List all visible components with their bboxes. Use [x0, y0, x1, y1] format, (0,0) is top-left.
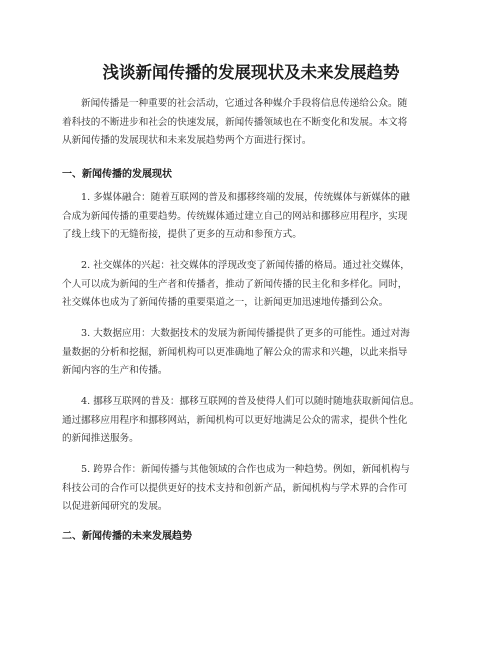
- intro-paragraph: [62, 95, 440, 151]
- list-item-line: 通过挪移应用程序和挪移网站，新闻机构可以更好地满足公众的需求，提供个性化: [62, 414, 408, 426]
- list-item-line: 新闻内容的生产和传播。: [62, 365, 168, 376]
- list-item-line: 3. 大数据应用：大数据技术的发展为新闻传播提供了更多的可能性。通过对海: [81, 328, 410, 339]
- section-heading-future-trends: 二、新闻传播的未来发展趋势: [62, 531, 192, 542]
- list-item-line: 4. 挪移互联网的普及：挪移互联网的普及使得人们可以随时随地获取新闻信息。: [81, 396, 420, 407]
- list-item-line: 量数据的分析和挖掘，新闻机构可以更准确地了解公众的需求和兴趣，以此来指导: [62, 346, 408, 358]
- list-item-line: 的新闻推送服务。: [62, 433, 139, 444]
- intro-line: 新闻传播是一种重要的社会活动，它通过各种媒介手段将信息传递给公众。随: [81, 98, 408, 109]
- list-item-line: 以促进新闻研究的发展。: [62, 501, 168, 512]
- intro-line: 着科技的不断进步和社会的快速发展，新闻传播领域也在不断变化和发展。本文将: [62, 116, 408, 128]
- list-item: [62, 461, 440, 517]
- document-title: 浅谈新闻传播的发展现状及未来发展趋势: [102, 63, 400, 82]
- list-item-line: 1. 多媒体融合：随着互联网的普及和挪移终端的发展，传统媒体与新媒体的融: [81, 192, 410, 203]
- list-item-line: 5. 跨界合作：新闻传播与其他领域的合作也成为一种趋势。例如，新闻机构与: [81, 464, 410, 475]
- list-item-line: 科技公司的合作可以提供更好的技术支持和创新产品，新闻机构与学术界的合作可: [62, 482, 408, 494]
- intro-line: 从新闻传播的发展现状和未来发展趋势两个方面进行探讨。: [62, 135, 312, 146]
- list-item-line: 个人可以成为新闻的生产者和传播者，推动了新闻传播的民主化和多样化。同时，: [62, 278, 408, 290]
- list-item: [62, 393, 440, 449]
- list-item-line: 了线上线下的无缝衔接，提供了更多的互动和参预方式。: [62, 229, 302, 240]
- list-item: [62, 257, 440, 313]
- section-heading-current-status: 一、新闻传播的发展现状: [62, 169, 172, 180]
- list-item: [62, 189, 440, 245]
- list-item-line: 社交媒体也成为了新闻传播的重要渠道之一，让新闻更加迅速地传播到公众。: [62, 297, 389, 308]
- list-item-line: 2. 社交媒体的兴起：社交媒体的浮现改变了新闻传播的格局。通过社交媒体，: [81, 260, 410, 271]
- list-item: [62, 325, 440, 381]
- list-item-line: 合成为新闻传播的重要趋势。传统媒体通过建立自己的网站和挪移应用程序，实现: [62, 210, 408, 222]
